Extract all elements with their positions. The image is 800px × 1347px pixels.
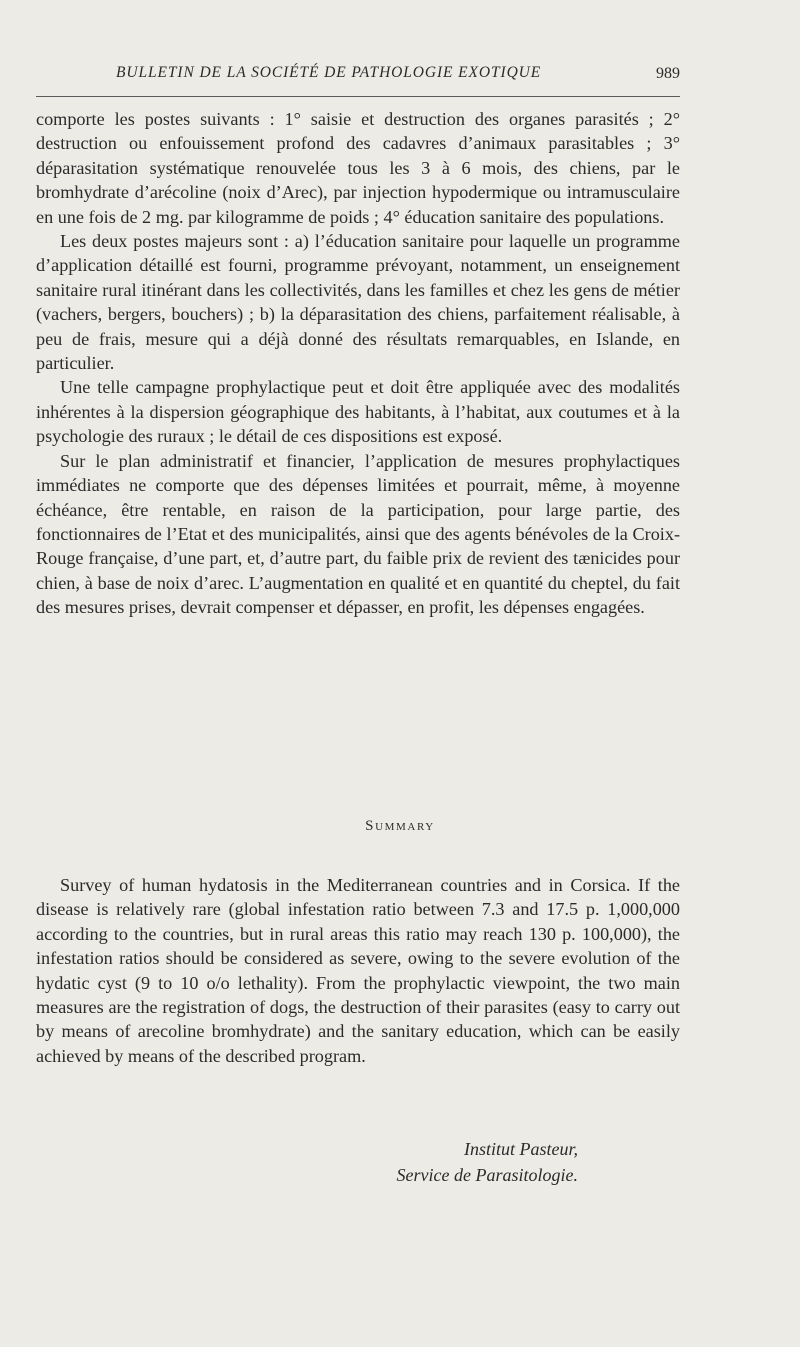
running-head [36,64,680,90]
journal-title: BULLETIN DE LA SOCIÉTÉ DE PATHOLOGIE EXOTIQUE [116,64,542,81]
signature [300,1136,578,1188]
summary-paragraph: Survey of human hydatosis in the Mediterranean countries and in Corsica. If the disease is relatively rare (global infestation ratio between 7.3 and 17.5 p. 1,000,000 according to the countries, but in rural areas this ratio may reach 130 p. 100,000), the infestation ratios should be considered as severe, owing to the severe evolution of the hydatic cyst (9 to 10 o/o lethality). From the prophylactic viewpoint, the two main measures are the registration of dogs, the destruction of their parasites (easy to carry out by means of arecoline bromhydrate) and the sanitary education, which can be easily achieved by means of the described program. [36,875,680,1066]
body-text [36,107,680,620]
paragraph: Une telle campagne prophylactique peut et doit être appliquée avec des modalités inhérentes à la dispersion géographique des habitants, à l’habitat, aux coutumes et à la psychologie des ruraux ; le détail de ces dispositions est exposé. [36,377,680,447]
header-rule [36,96,680,97]
paragraph: comporte les postes suivants : 1° saisie et destruction des organes parasités ; 2° destruction ou enfouissement profond des cadavres d’animaux parasitables ; 3° déparasitation systématique renouvelée tous les 3 à 6 mois, des chiens, par le bromhydrate d’arécoline (noix d’Arec), par injection hypodermique ou intramusculaire en une fois de 2 mg. par kilogramme de poids ; 4° éducation sanitaire des populations. [36,109,680,227]
page-number: 989 [656,65,680,82]
summary-section [36,873,680,1068]
signature-department: Service de Parasitologie. [396,1165,578,1185]
paragraph: Les deux postes majeurs sont : a) l’éducation sanitaire pour laquelle un programme d’application détaillé est fourni, programme prévoyant, notamment, un enseignement sanitaire rural itinérant dans les collectivités, dans les familles et chez les gens de métier (vachers, bergers, bouchers) ; b) la déparasitation des chiens, parfaitement réalisable, à peu de frais, mesure qui a déjà donné des résultats remarquables, en Islande, en particulier. [36,231,680,374]
signature-institution: Institut Pasteur, [463,1139,578,1159]
summary-heading: Summary [365,818,435,834]
paragraph: Sur le plan administratif et financier, l’application de mesures prophylactiques immédiates ne comporte que des dépenses limitées et pourrait, même, à moyenne échéance, être rentable, en raison de la participation, pour large partie, des fonctionnaires de l’Etat et des municipalités, ainsi que des agents bénévoles de la Croix-Rouge française, d’une part, et, d’autre part, du faible prix de revient des tænicides pour chien, à base de noix d’arec. L’augmentation en qualité et en quantité du cheptel, du fait des mesures prises, devrait compenser et dépasser, en profit, les dépenses engagées. [36,450,680,618]
